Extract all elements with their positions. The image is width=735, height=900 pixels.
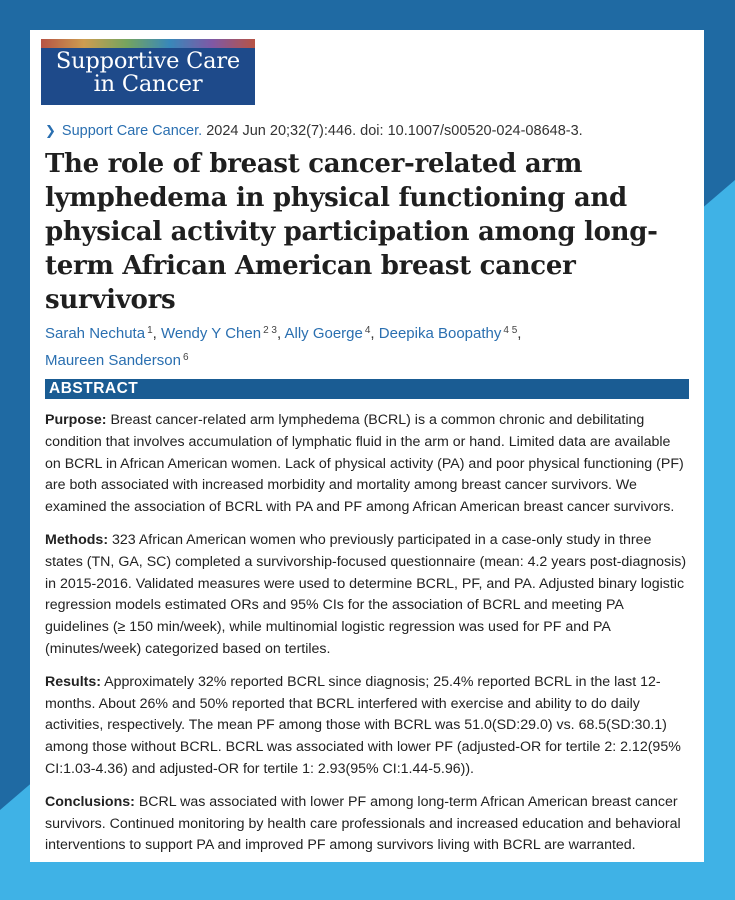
section-text: 323 African American women who previously participated in a case-only study in three states (TN, GA, SC) completed a survivorship-focused questionnaire (mean: 4.2 years post-diagnosis) in 2015-2016. Validated measures were used to determine BCRL, PF, and PA. Adjusted binary logistic regression models estimated ORs and 95% CIs for the association of BCRL and meeting PA guidelines (≥ 150 min/week), while multinomial logistic regression was used for PF and PA (minutes/week) categorized based on tertiles. bbox=[45, 531, 687, 657]
section-label: Results: bbox=[45, 673, 101, 690]
conclusions-section bbox=[45, 792, 689, 857]
section-text: BCRL was associated with lower PF among long-term African American breast cancer survivors. Continued monitoring by health care professionals and increased education and behavioral interventions to support PA and improved PF among survivors living with BCRL are warranted. bbox=[45, 793, 681, 854]
affiliation-ref[interactable]: 2 3 bbox=[263, 325, 277, 336]
affiliation-ref[interactable]: 4 bbox=[364, 325, 371, 336]
journal-link[interactable]: Support Care Cancer. bbox=[61, 123, 203, 139]
section-text: Approximately 32% reported BCRL since diagnosis; 25.4% reported BCRL in the last 12-months. About 26% and 50% reported that BCRL interfered with exercise and ability to do daily activities, respectively. The mean PF among those with BCRL was 51.0(SD:29.0) vs. 68.5(SD:30.1) among those without BCRL. BCRL was associated with lower PF (adjusted-OR for tertile 2: 2.12(95% CI:1.03-4.36) and adjusted-OR for tertile 1: 2.93(95% CI:1.44-5.96)). bbox=[45, 673, 681, 777]
logo-line-2: in Cancer bbox=[93, 71, 203, 97]
author-link[interactable]: Maureen Sanderson bbox=[45, 352, 181, 369]
results-section bbox=[45, 672, 689, 781]
journal-logo[interactable] bbox=[41, 39, 255, 105]
section-label: Methods: bbox=[45, 531, 109, 548]
author-link[interactable]: Deepika Boopathy bbox=[378, 325, 502, 342]
citation-details: 2024 Jun 20;32(7):446. doi: 10.1007/s00520-024-08648-3. bbox=[206, 123, 583, 139]
methods-section bbox=[45, 530, 689, 661]
section-text: Breast cancer-related arm lymphedema (BCRL) is a common chronic and debilitating condition that involves accumulation of lymphatic fluid in the arm or hand. Limited data are available on BCRL in African American women. Lack of physical activity (PA) and poor physical functioning (PF) are both associated with increased morbidity and mortality among breast cancer survivors. We examined the association of BCRL with PA and PF among African American breast cancer survivors. bbox=[45, 412, 684, 516]
author-list: Sarah Nechuta $^1$, Wendy Y Chen $^{2 3}$, Ally Goerge $^4$, Deepika Boopathy $^{4 5}$, Maureen Sanderson $^6$ bbox=[45, 325, 522, 369]
logo-stripe bbox=[41, 39, 255, 48]
affiliation-ref[interactable]: 6 bbox=[182, 352, 189, 363]
author-link[interactable]: Sarah Nechuta bbox=[45, 325, 146, 342]
section-label: Purpose: bbox=[45, 412, 107, 428]
purpose-section bbox=[45, 410, 689, 519]
citation bbox=[45, 121, 689, 141]
chevron-right-icon: ❯ bbox=[45, 123, 56, 138]
logo-text bbox=[41, 50, 255, 96]
affiliation-ref[interactable]: 1 bbox=[147, 325, 153, 336]
abstract-heading: ABSTRACT bbox=[45, 379, 689, 399]
article-title: The role of breast cancer-related arm lymphedema in physical functioning and physical activity participation among long-term African American breast cancer survivors bbox=[45, 149, 658, 315]
article-card bbox=[30, 30, 704, 862]
author-link[interactable]: Wendy Y Chen bbox=[160, 325, 262, 342]
section-label: Conclusions: bbox=[45, 793, 135, 810]
affiliation-ref[interactable]: 4 5 bbox=[503, 325, 518, 336]
logo-line-1: Supportive Care bbox=[55, 48, 241, 74]
author-link[interactable]: Ally Goerge bbox=[284, 325, 363, 342]
